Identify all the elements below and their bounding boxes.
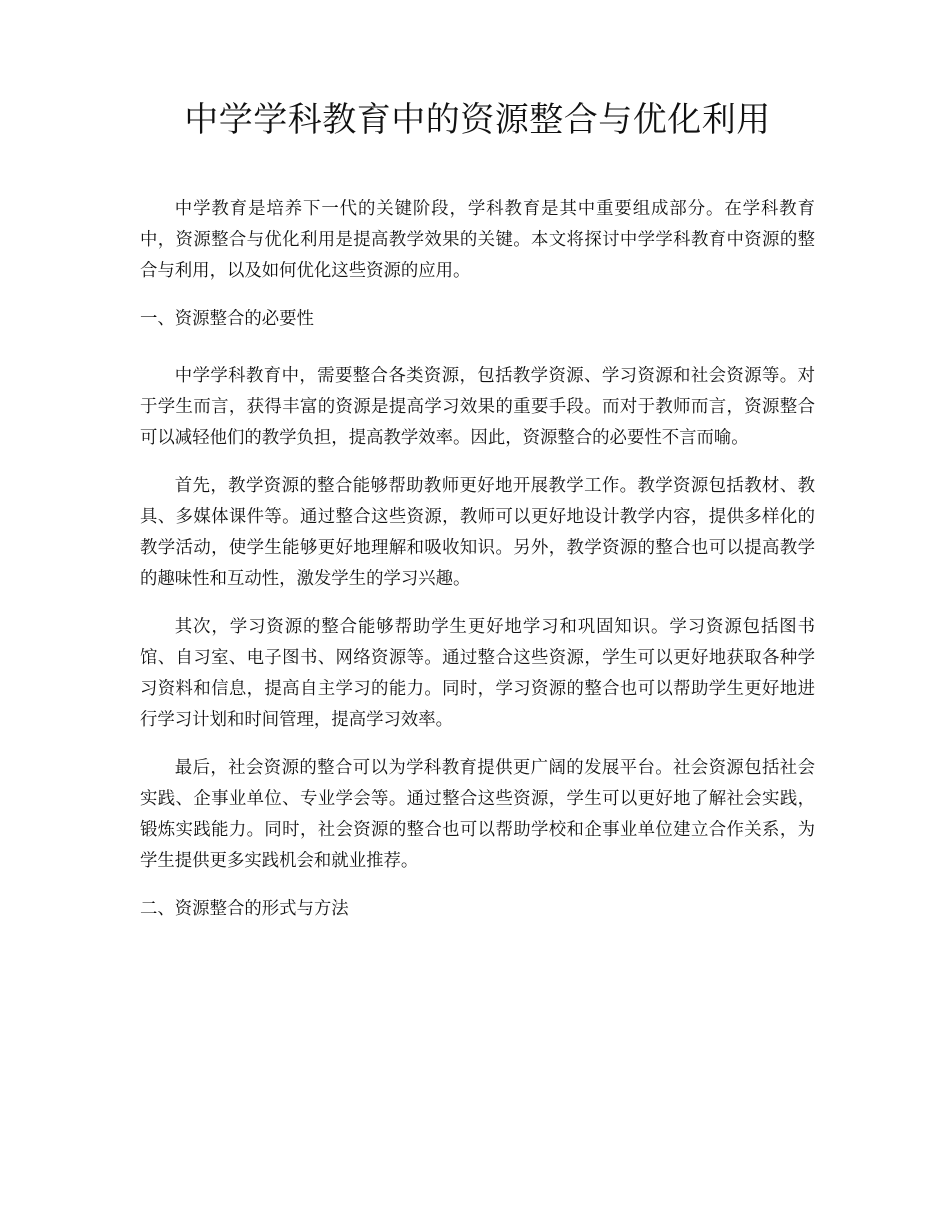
document-body [140,194,815,925]
document-page [140,0,815,951]
section-1-paragraph-2: 首先，教学资源的整合能够帮助教师更好地开展教学工作。教学资源包括教材、教具、多媒体课件等。通过整合这些资源，教师可以更好地设计教学内容，提供多样化的教学活动，使学生能够更好地理解和吸收知识。另外，教学资源的整合也可以提高教学的趣味性和互动性，激发学生的学习兴趣。 [140,476,815,589]
intro-paragraph: 中学教育是培养下一代的关键阶段，学科教育是其中重要组成部分。在学科教育中，资源整合与优化利用是提高教学效果的关键。本文将探讨中学学科教育中资源的整合与利用，以及如何优化这些资源的应用。 [140,199,815,281]
section-heading-1: 一、资源整合的必要性 [140,309,314,329]
section-1-paragraph-1: 中学学科教育中，需要整合各类资源，包括教学资源、学习资源和社会资源等。对于学生而言，获得丰富的资源是提高学习效果的重要手段。而对于教师而言，资源整合可以减轻他们的教学负担，提高教学效率。因此，资源整合的必要性不言而喻。 [140,366,815,448]
document-title: 中学学科教育中的资源整合与优化利用 [184,100,771,140]
section-heading-2: 二、资源整合的形式与方法 [140,899,349,919]
section-1-paragraph-3: 其次，学习资源的整合能够帮助学生更好地学习和巩固知识。学习资源包括图书馆、自习室、电子图书、网络资源等。通过整合这些资源，学生可以更好地获取各种学习资料和信息，提高自主学习的能力。同时，学习资源的整合也可以帮助学生更好地进行学习计划和时间管理，提高学习效率。 [140,617,815,730]
section-1-paragraph-4: 最后，社会资源的整合可以为学科教育提供更广阔的发展平台。社会资源包括社会实践、企事业单位、专业学会等。通过整合这些资源，学生可以更好地了解社会实践，锻炼实践能力。同时，社会资源的整合也可以帮助学校和企事业单位建立合作关系，为学生提供更多实践机会和就业推荐。 [140,758,815,871]
